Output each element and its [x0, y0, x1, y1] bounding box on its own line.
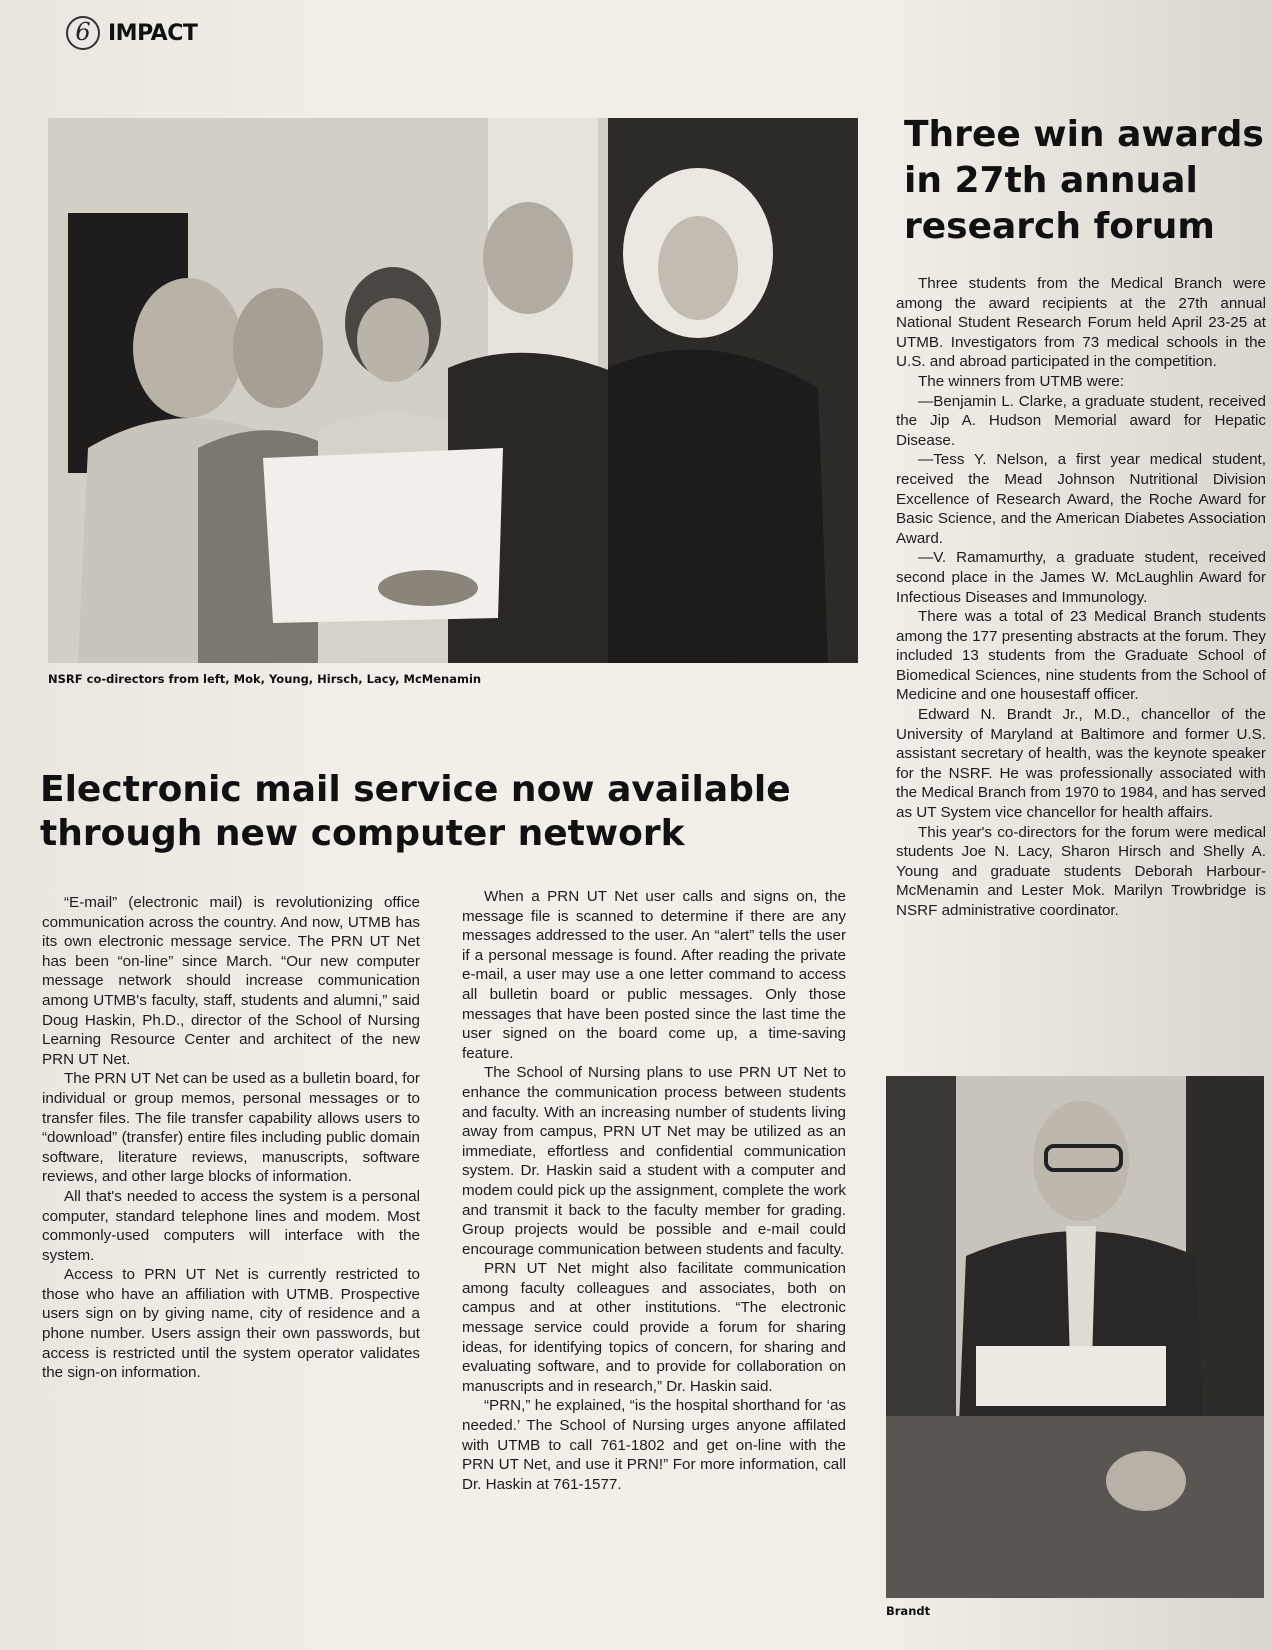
- section-name: IMPACT: [108, 20, 198, 46]
- email-paragraph: The School of Nursing plans to use PRN UT Net to enhance the communication process between students and faculty. With an increasing number of students living away from campus, PRN UT Net may be utilized as an immediate, effortless and confidential communication system. Dr. Haskin said a student with a computer and modem could pick up the assignment, complete the work and transmit it back to the faculty member for grading. Group projects would be possible and e-mail could encourage communication between students and faculty.: [462, 1064, 846, 1258]
- email-paragraph: When a PRN UT Net user calls and signs on, the message file is scanned to determine if there are any messages addressed to the user. An “alert” tells the user if a personal message is found. After reading the private e-mail, a user may use a one letter command to access all bulletin board or public messages. Only those messages that have been posted since the last time the user signed on the board come up, a time-saving feature.: [462, 888, 846, 1062]
- group-photo: [48, 118, 858, 663]
- email-paragraph: All that's needed to access the system is a personal computer, standard telephone lines and modem. Most commonly-used computers will interface with the system.: [42, 1187, 420, 1264]
- awards-paragraph: Edward N. Brandt Jr., M.D., chancellor of the University of Maryland at Baltimore and former U.S. assistant secretary of health, was the keynote speaker for the NSRF. He was professionally associated with the Medical Branch from 1970 to 1984, and has served as UT System vice chancellor for health affairs.: [896, 706, 1266, 822]
- awards-paragraph: The winners from UTMB were:: [918, 372, 1124, 390]
- email-paragraph: “PRN,” he explained, “is the hospital shorthand for ‘as needed.’ The School of Nursing urges anyone affilated with UTMB to call 761-1802 and get on-line with the PRN UT Net, and use it PRN!” For more information, call Dr. Haskin at 761-1577.: [462, 1397, 846, 1493]
- awards-paragraph: There was a total of 23 Medical Branch students among the 177 presenting abstracts at the forum. They included 13 students from the Graduate School of Biomedical Sciences, nine students from the School of Medicine and one housestaff officer.: [896, 608, 1266, 704]
- page-header: [66, 16, 197, 50]
- page-number: 6: [66, 16, 100, 50]
- email-article-column-1: [42, 893, 420, 1383]
- awards-paragraph: Three students from the Medical Branch were among the award recipients at the 27th annual National Student Research Forum held April 23-25 at UTMB. Investigators from 73 medical schools in the U.S. and abroad participated in the competition.: [896, 275, 1266, 371]
- awards-headline: Three win awards in 27th annual research forum: [904, 114, 1264, 247]
- awards-article-body: [896, 274, 1266, 921]
- portrait-caption: Brandt: [886, 1604, 931, 1618]
- email-headline: Electronic mail service now available through new computer network: [40, 769, 791, 854]
- portrait-photo: [886, 1076, 1264, 1598]
- awards-paragraph: —V. Ramamurthy, a graduate student, received second place in the James W. McLaughlin Award for Infectious Diseases and Immunology.: [896, 549, 1266, 606]
- email-paragraph: Access to PRN UT Net is currently restricted to those who have an affiliation with UTMB. Prospective users sign on by giving name, city of residence and a phone number. Users assign their own passwords, but access is restricted until the system operator validates the sign-on information.: [42, 1266, 420, 1382]
- group-photo-caption: NSRF co-directors from left, Mok, Young, Hirsch, Lacy, McMenamin: [48, 672, 482, 686]
- awards-paragraph: This year's co-directors for the forum were medical students Joe N. Lacy, Sharon Hirsch and Shelly A. Young and graduate students Deborah Harbour-McMenamin and Lester Mok. Marilyn Trowbridge is NSRF administrative coordinator.: [896, 823, 1266, 919]
- email-paragraph: “E-mail” (electronic mail) is revolutionizing office communication across the country. And now, UTMB has its own electronic message service. The PRN UT Net has been “on-line” since March. “Our new computer message network should increase communication among UTMB's faculty, staff, students and alumni,” said Doug Haskin, Ph.D., director of the School of Nursing Learning Resource Center and architect of the new PRN UT Net.: [42, 894, 420, 1068]
- email-article-column-2: [462, 887, 846, 1494]
- awards-paragraph: —Tess Y. Nelson, a first year medical student, received the Mead Johnson Nutritional Division Excellence of Research Award, the Roche Award for Basic Science, and the American Diabetes Association Award.: [896, 451, 1266, 547]
- awards-paragraph: —Benjamin L. Clarke, a graduate student, received the Jip A. Hudson Memorial award for Hepatic Disease.: [896, 392, 1266, 449]
- email-paragraph: The PRN UT Net can be used as a bulletin board, for individual or group memos, personal messages or to transfer files. The file transfer capability allows users to “download” (transfer) entire files including public domain software, literature reviews, manuscripts, software reviews, and other large blocks of information.: [42, 1070, 420, 1186]
- email-paragraph: PRN UT Net might also facilitate communication among faculty colleagues and associates, both on campus and at other institutions. “The electronic message service could provide a forum for sharing ideas, for identifying topics of concern, for sharing and evaluating software, and to provide for collaboration on manuscripts and in research,” Dr. Haskin said.: [462, 1260, 846, 1395]
